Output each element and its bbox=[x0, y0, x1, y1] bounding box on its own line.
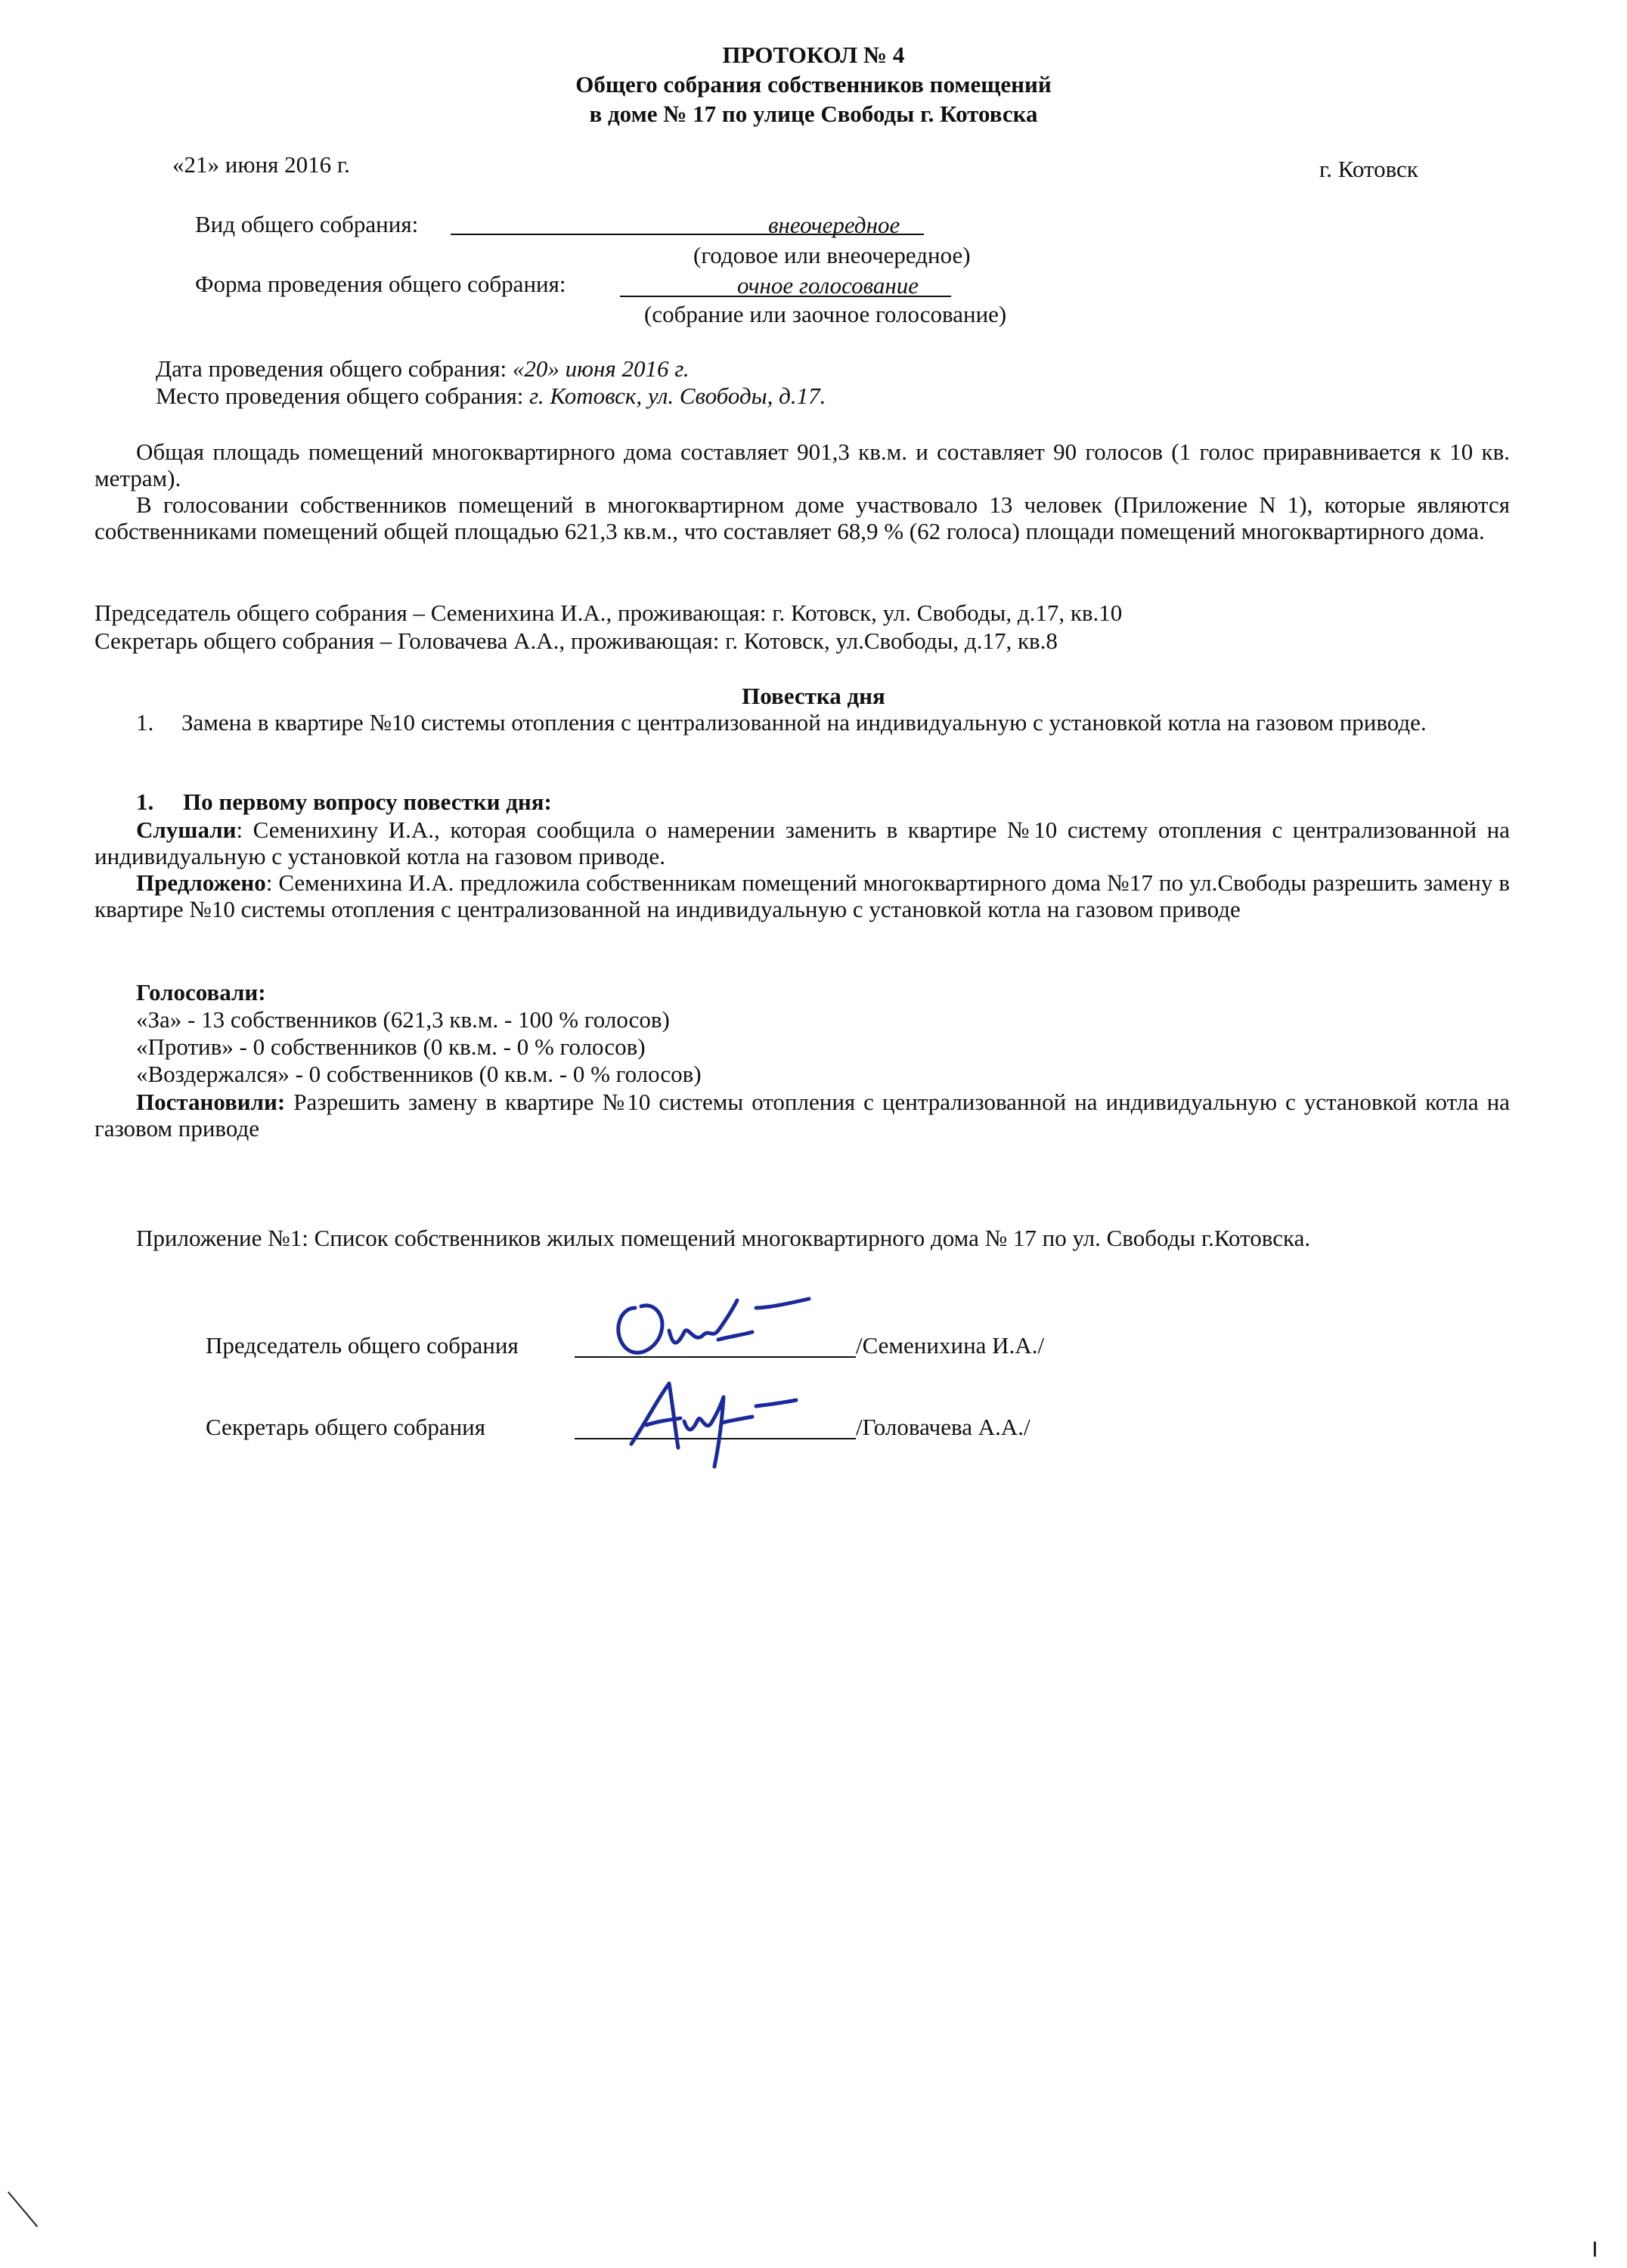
vote-abstain: «Воздержался» - 0 собственников (0 кв.м. - 0 % голосов) bbox=[136, 1061, 702, 1087]
resolved-text: Разрешить замену в квартире №10 системы отопления с централизованной на индивидуальную с установкой котла на газовом приводе bbox=[95, 1089, 1510, 1142]
voted-label: Голосовали: bbox=[136, 979, 266, 1005]
heard-paragraph bbox=[95, 816, 1510, 869]
scan-mark bbox=[8, 2192, 38, 2227]
meeting-date-value: «20» июня 2016 г. bbox=[512, 355, 690, 382]
protocol-date: «21» июня 2016 г. bbox=[172, 151, 350, 178]
area-paragraph: Общая площадь помещений многоквартирного дома составляет 901,3 кв.м. и составляет 90 голосов (1 голос приравнивается к 10 кв. метрам). bbox=[95, 438, 1510, 491]
secretary-signature-icon bbox=[609, 1361, 805, 1474]
meeting-form-value: очное голосование bbox=[737, 272, 919, 299]
document-subtitle-2: в доме № 17 по улице Свободы г. Котовска bbox=[589, 101, 1038, 127]
meeting-date-label: Дата проведения общего собрания: bbox=[156, 355, 507, 382]
meeting-form-label: Форма проведения общего собрания: bbox=[195, 271, 566, 297]
proposed-label: Предложено bbox=[136, 869, 266, 896]
appendix-line: Приложение №1: Список собственников жилых помещений многоквартирного дома № 17 по ул. Свободы г.Котовска. bbox=[136, 1225, 1311, 1251]
question-heading: По первому вопросу повестки дня: bbox=[183, 789, 552, 815]
agenda-item-text: Замена в квартире №10 системы отопления с централизованной на индивидуальную с установкой котла на газовом приводе. bbox=[181, 709, 1427, 736]
meeting-type-value: внеочередное bbox=[768, 212, 900, 238]
scan-mark bbox=[1594, 2242, 1596, 2257]
document-subtitle-1: Общего собрания собственников помещений bbox=[575, 71, 1052, 98]
meeting-place-label: Место проведения общего собрания: bbox=[156, 383, 524, 409]
chairman-signature-icon bbox=[605, 1285, 832, 1368]
proposed-paragraph bbox=[95, 869, 1510, 922]
chairman-line: Председатель общего собрания – Семенихина И.А., проживающая: г. Котовск, ул. Свободы, д.17, кв.10 bbox=[95, 600, 1123, 626]
meeting-type-label: Вид общего собрания: bbox=[195, 211, 419, 237]
secretary-line: Секретарь общего собрания – Головачева А.А., проживающая: г. Котовск, ул.Свободы, д.17, кв.8 bbox=[95, 627, 1058, 654]
meeting-type-hint: (годовое или внеочередное) bbox=[693, 242, 971, 268]
document-title: ПРОТОКОЛ № 4 bbox=[722, 42, 905, 68]
agenda-heading: Повестка дня bbox=[742, 683, 885, 709]
question-number: 1. bbox=[136, 789, 154, 815]
resolved-label: Постановили: bbox=[136, 1089, 286, 1115]
secretary-sign-label: Секретарь общего собрания bbox=[206, 1414, 486, 1440]
vote-against: «Против» - 0 собственников (0 кв.м. - 0 % голосов) bbox=[136, 1033, 646, 1060]
resolved-paragraph bbox=[95, 1089, 1510, 1142]
proposed-text: : Семенихина И.А. предложила собственникам помещений многоквартирного дома №17 по ул.Свободы разрешить замену в квартире №10 системы отопления с централизованной на индивидуальную с установкой котла на газовом приводе bbox=[95, 869, 1510, 922]
meeting-place-row bbox=[156, 383, 826, 410]
heard-label: Слушали bbox=[136, 816, 237, 843]
vote-for: «За» - 13 собственников (621,3 кв.м. - 100 % голосов) bbox=[136, 1006, 670, 1033]
meeting-place-value: г. Котовск, ул. Свободы, д.17. bbox=[529, 383, 826, 409]
meeting-form-hint: (собрание или заочное голосование) bbox=[644, 301, 1007, 327]
protocol-city: г. Котовск bbox=[1319, 156, 1418, 182]
chairman-sign-name: /Семенихина И.А./ bbox=[856, 1332, 1045, 1359]
voting-paragraph: В голосовании собственников помещений в многоквартирном доме участвовало 13 человек (Приложение N 1), которые являются собственниками помещений общей площадью 621,3 кв.м., что составляет 68,9 % (62 голоса) площади помещений многоквартирного дома. bbox=[95, 491, 1510, 544]
chairman-sign-label: Председатель общего собрания bbox=[206, 1332, 519, 1359]
agenda-item-number: 1. bbox=[136, 709, 154, 736]
meeting-date-row bbox=[156, 355, 690, 383]
secretary-sign-name: /Головачева А.А./ bbox=[856, 1414, 1030, 1440]
heard-text: : Семенихину И.А., которая сообщила о намерении заменить в квартире №10 систему отопления с централизованной на индивидуальную с установкой котла на газовом приводе. bbox=[95, 816, 1510, 869]
